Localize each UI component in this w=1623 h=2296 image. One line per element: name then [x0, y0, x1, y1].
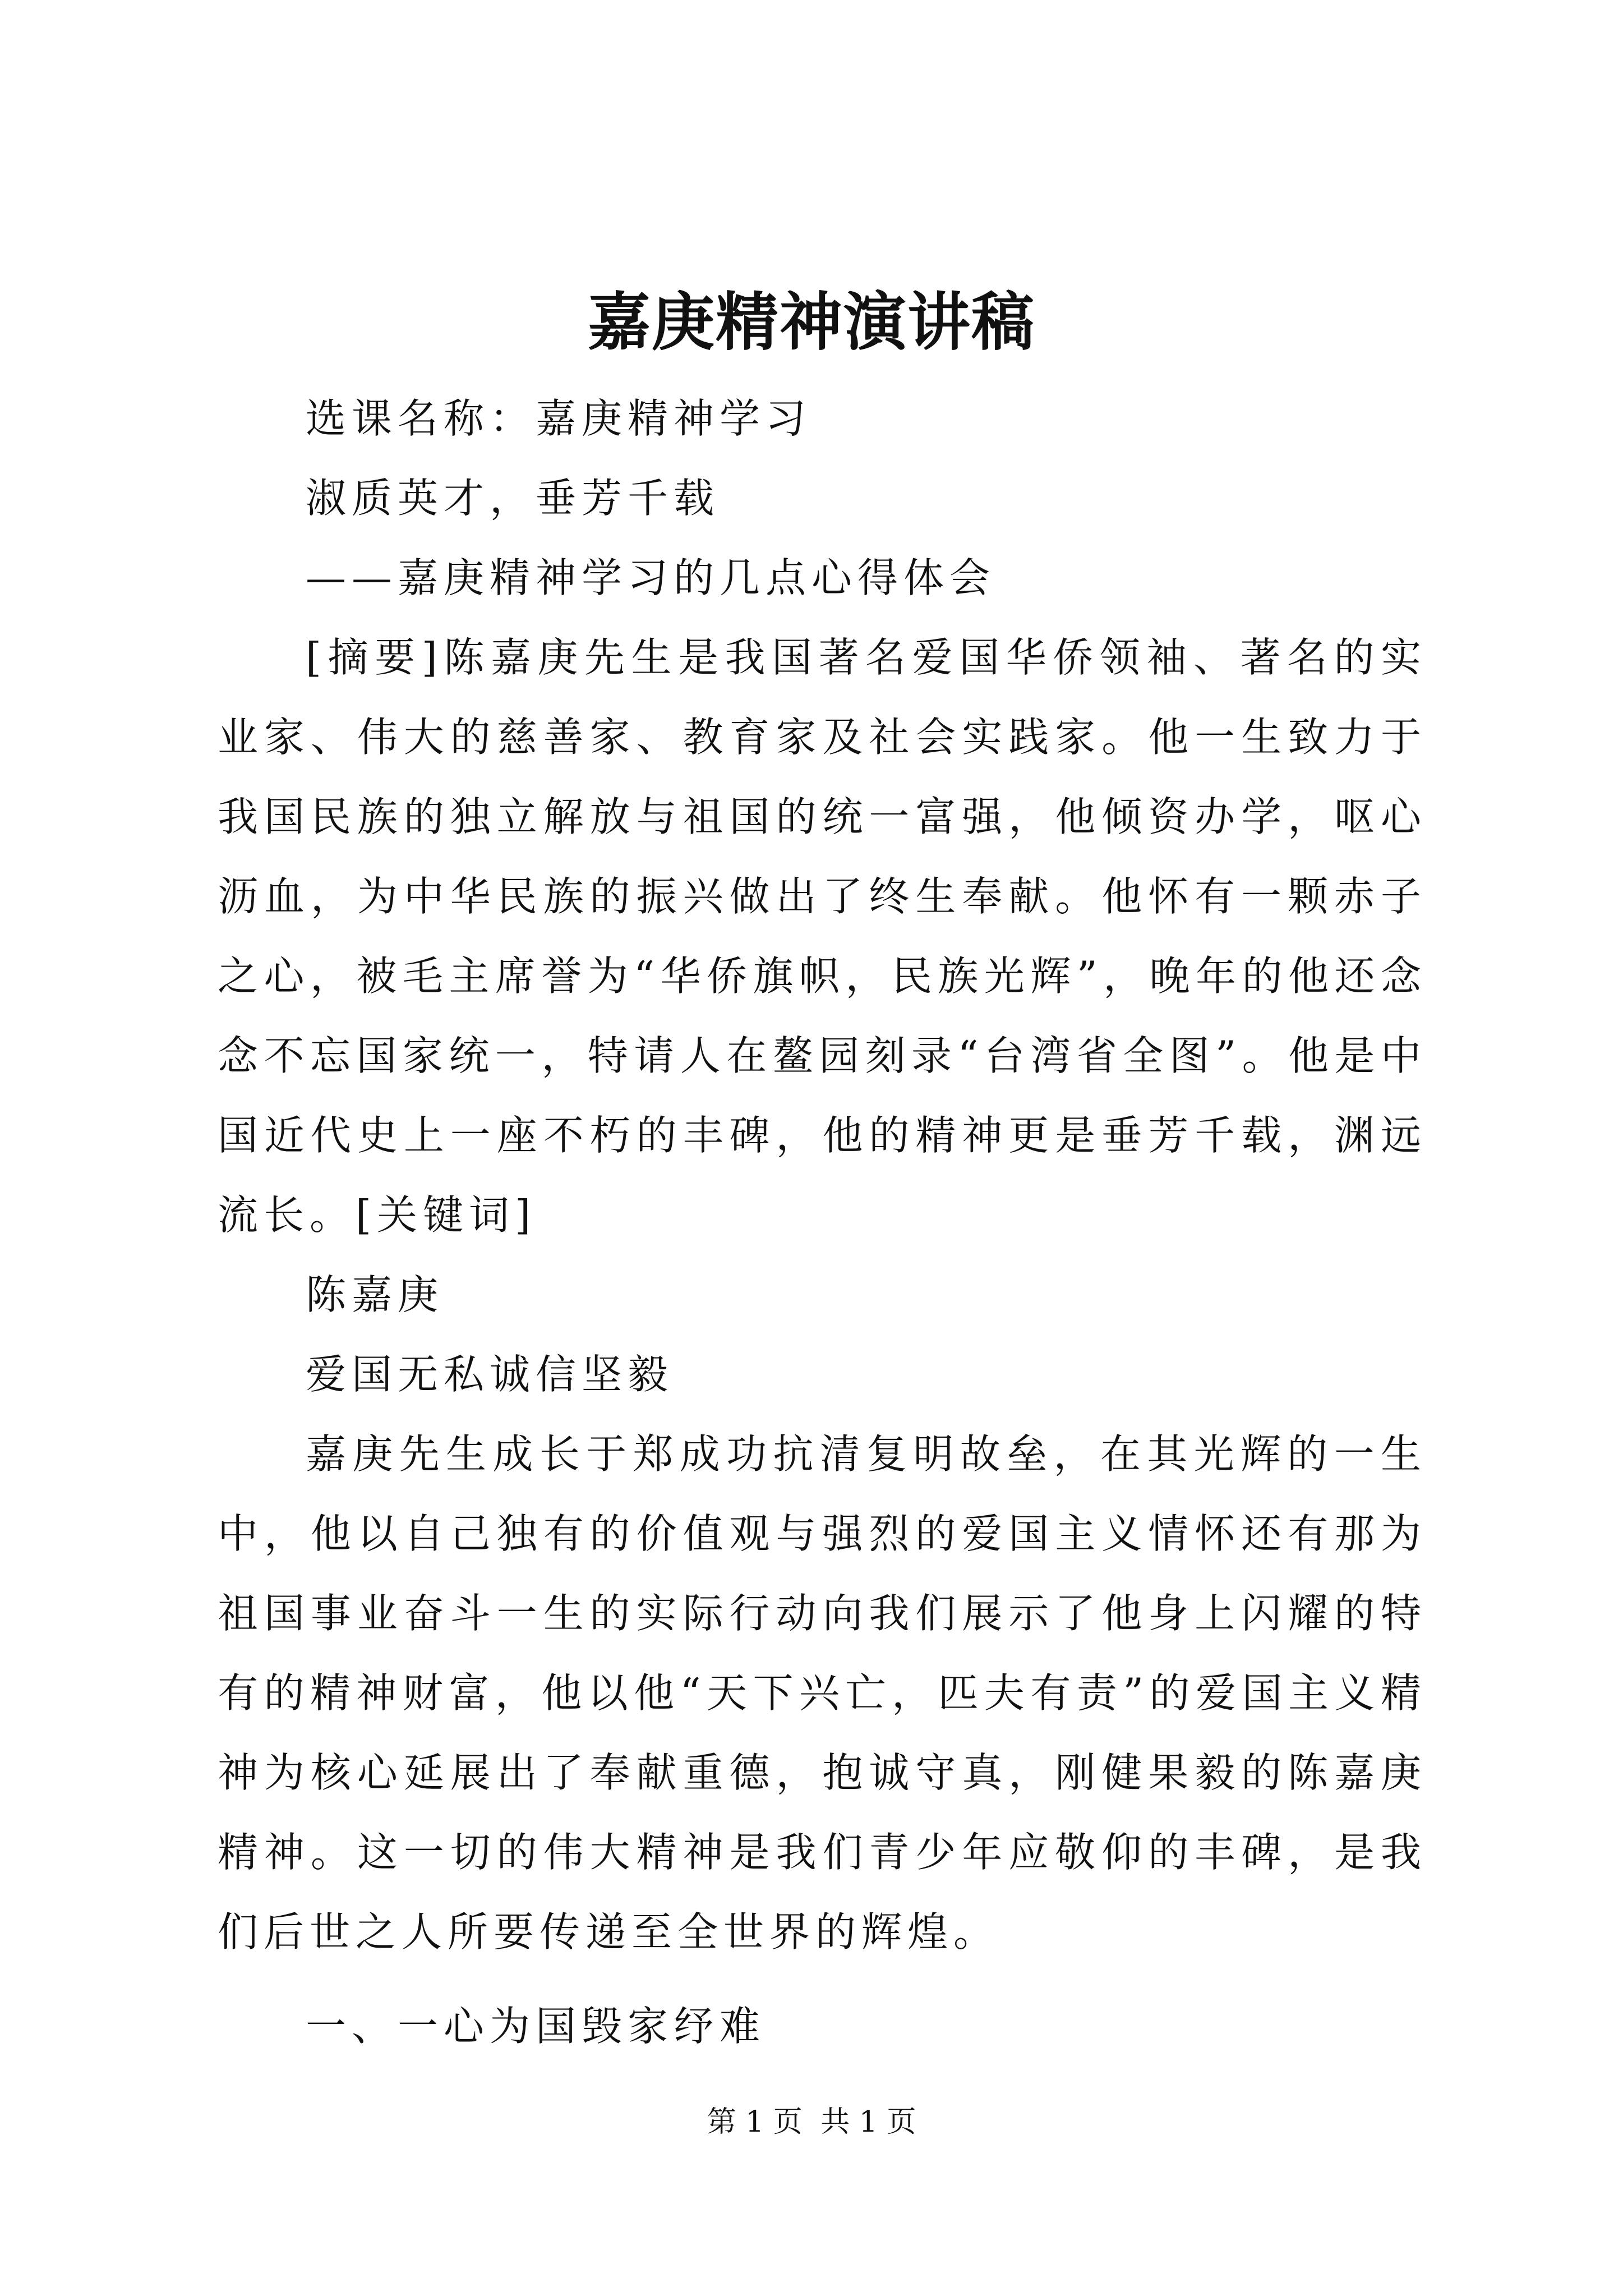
section-heading: 一、一心为国毁家纾难 [306, 2003, 766, 2050]
document-title: 嘉庚精神演讲稿 [588, 286, 1035, 359]
subheading-paragraph: ——嘉庚精神学习的几点心得体会 [306, 554, 996, 601]
page-footer [0, 2102, 1623, 2142]
page-number: 第 1 页 [707, 2105, 803, 2139]
keyword-paragraph: 陈嘉庚 [306, 1271, 444, 1318]
document-body [218, 379, 1427, 2066]
abstract-paragraph: [摘要]陈嘉庚先生是我国著名爱国华侨领袖、著名的实业家、伟大的慈善家、教育家及社会实践家。他一生致力于我国民族的独立解放与祖国的统一富强，他倾资办学，呕心沥血，为中华民族的振兴做出了终生奉献。他怀有一颗赤子之心，被毛主席誉为“华侨旗帜，民族光辉”，晚年的他还念念不忘国家统一，特请人在鳌园刻录“台湾省全图”。他是中国近代史上一座不朽的丰碑，他的精神更是垂芳千载，渊远流长。[关键词] [218, 634, 1427, 1239]
page-total: 共 1 页 [820, 2105, 916, 2139]
course-name-paragraph: 选课名称：嘉庚精神学习 [306, 395, 812, 442]
subtitle-paragraph: 淑质英才，垂芳千载 [306, 475, 720, 522]
keyword-paragraph: 爱国无私诚信坚毅 [306, 1351, 674, 1398]
body-paragraph: 嘉庚先生成长于郑成功抗清复明故垒，在其光辉的一生中，他以自己独有的价值观与强烈的爱国主义情怀还有那为祖国事业奋斗一生的实际行动向我们展示了他身上闪耀的特有的精神财富，他以他“天下兴亡，匹夫有责”的爱国主义精神为核心延展出了奉献重德，抱诚守真，刚健果毅的陈嘉庚精神。这一切的伟大精神是我们青少年应敬仰的丰碑，是我们后世之人所要传递至全世界的辉煌。 [218, 1430, 1427, 1955]
